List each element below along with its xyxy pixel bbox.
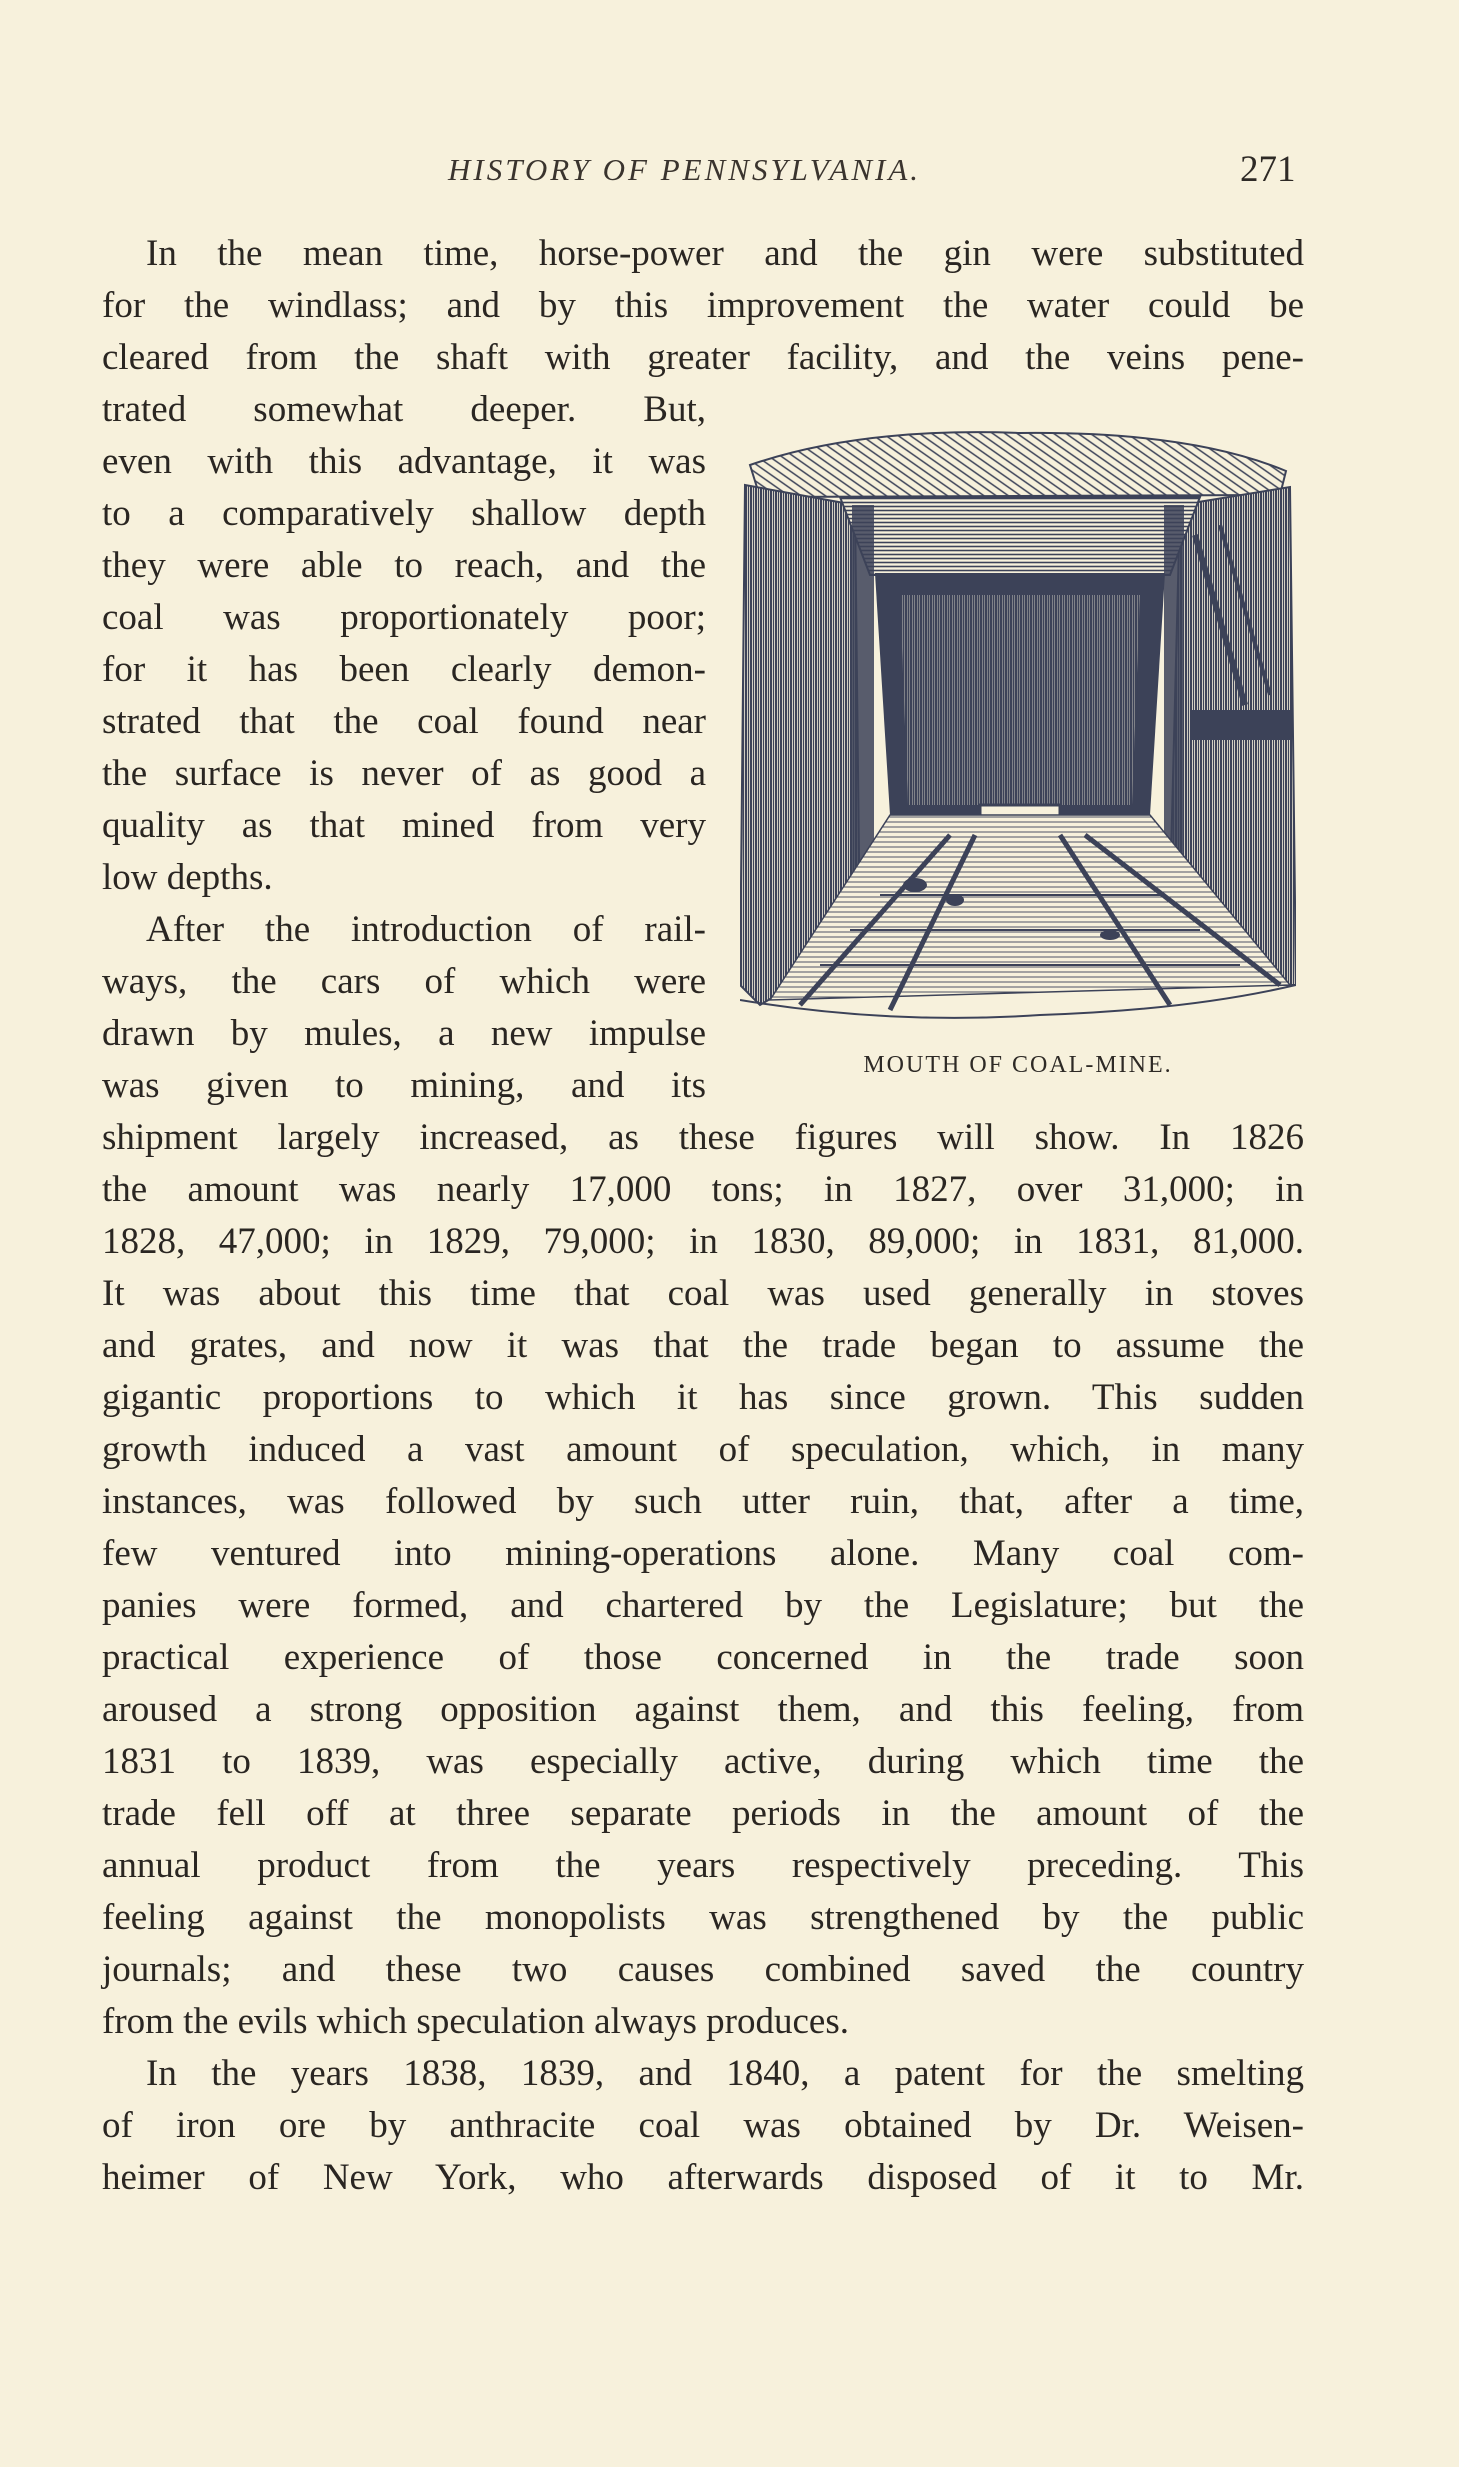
text-line: heimer of New York, who afterwards disposed of it to Mr. — [102, 2157, 1304, 2198]
text-line: shipment largely increased, as these figures will show. In 1826 — [102, 1117, 1304, 1158]
text-line: 1828, 47,000; in 1829, 79,000; in 1830, 89,000; in 1831, 81,000. — [102, 1221, 1304, 1262]
running-head — [0, 149, 1459, 196]
text-line: journals; and these two causes combined saved the country — [102, 1949, 1304, 1990]
text-line: strated that the coal found near — [102, 701, 706, 742]
text-line: coal was proportionately poor; — [102, 597, 706, 638]
text-line: drawn by mules, a new impulse — [102, 1013, 706, 1054]
text-line: aroused a strong opposition against them, and this feeling, from — [102, 1689, 1304, 1730]
coal-mine-illustration — [740, 425, 1296, 1045]
coal-mine-engraving — [740, 425, 1296, 1045]
text-line: even with this advantage, it was — [102, 441, 706, 482]
text-line: and grates, and now it was that the trade began to assume the — [102, 1325, 1304, 1366]
text-line: low depths. — [102, 857, 273, 898]
text-line: from the evils which speculation always produces. — [102, 2001, 849, 2042]
figure-caption: MOUTH OF COAL-MINE. — [863, 1052, 1173, 1078]
text-line: practical experience of those concerned in the trade soon — [102, 1637, 1304, 1678]
text-line: In the years 1838, 1839, and 1840, a patent for the smelting — [146, 2053, 1304, 2094]
text-line: trade fell off at three separate periods in the amount of the — [102, 1793, 1304, 1834]
text-line: to a comparatively shallow depth — [102, 493, 706, 534]
text-line: ways, the cars of which were — [102, 961, 706, 1002]
text-line: of iron ore by anthracite coal was obtained by Dr. Weisen- — [102, 2105, 1304, 2146]
text-line: trated somewhat deeper. But, — [102, 389, 706, 430]
text-line: for the windlass; and by this improvement the water could be — [102, 285, 1304, 326]
running-title: HISTORY OF PENNSYLVANIA. — [448, 152, 922, 187]
text-line: growth induced a vast amount of speculation, which, in many — [102, 1429, 1304, 1470]
text-line: was given to mining, and its — [102, 1065, 706, 1106]
text-line: quality as that mined from very — [102, 805, 706, 846]
text-line: 1831 to 1839, was especially active, during which time the — [102, 1741, 1304, 1782]
text-line: for it has been clearly demon- — [102, 649, 706, 690]
text-line: After the introduction of rail- — [146, 909, 706, 950]
text-line: the surface is never of as good a — [102, 753, 706, 794]
text-line: It was about this time that coal was used generally in stoves — [102, 1273, 1304, 1314]
text-line: few ventured into mining-operations alone. Many coal com- — [102, 1533, 1304, 1574]
text-line: annual product from the years respectively preceding. This — [102, 1845, 1304, 1886]
page-number: 271 — [1240, 149, 1296, 190]
text-line: panies were formed, and chartered by the Legislature; but the — [102, 1585, 1304, 1626]
text-line: feeling against the monopolists was strengthened by the public — [102, 1897, 1304, 1938]
text-line: gigantic proportions to which it has since grown. This sudden — [102, 1377, 1304, 1418]
text-line: In the mean time, horse-power and the gin were substituted — [146, 233, 1304, 274]
text-line: they were able to reach, and the — [102, 545, 706, 586]
text-line: cleared from the shaft with greater facility, and the veins pene- — [102, 337, 1304, 378]
text-line: instances, was followed by such utter ruin, that, after a time, — [102, 1481, 1304, 1522]
text-line: the amount was nearly 17,000 tons; in 1827, over 31,000; in — [102, 1169, 1304, 1210]
